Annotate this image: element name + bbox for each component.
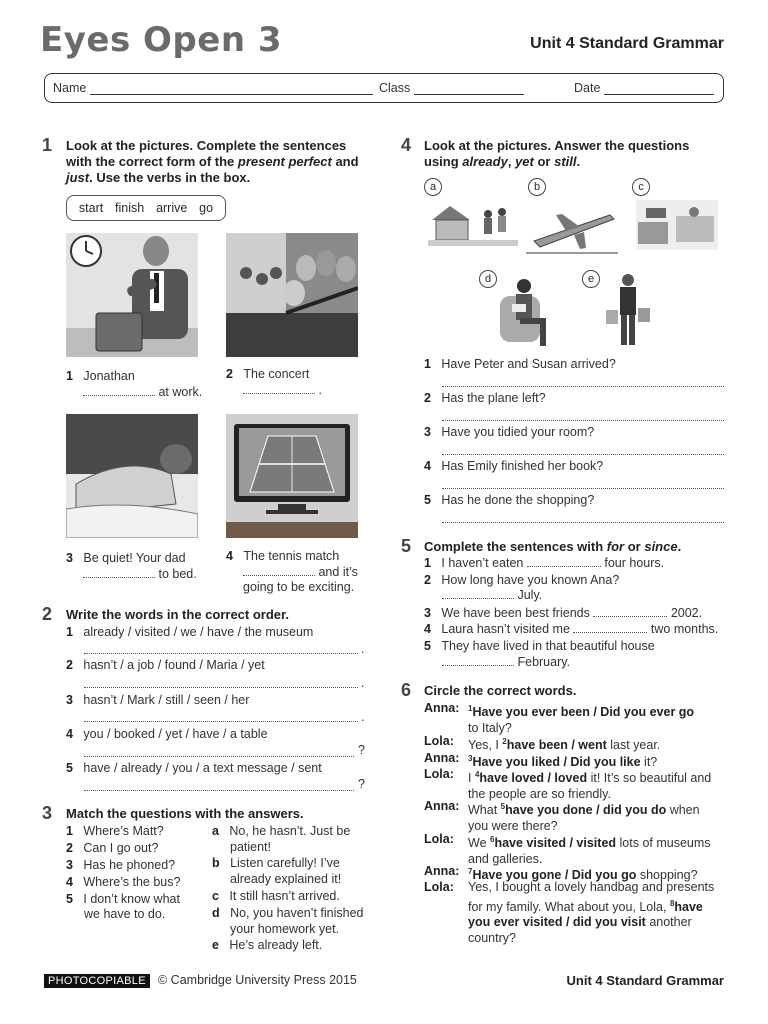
picture-house-arrival: [428, 200, 518, 252]
answer-line[interactable]: [442, 488, 724, 489]
ex3-number: 3: [42, 803, 53, 823]
ex1-item-4: 4 The tennis match and it’s going to be exciting.: [226, 549, 358, 594]
answer-blank[interactable]: [573, 622, 647, 633]
picture-messy-room: [636, 200, 718, 250]
picture-label-d: d: [479, 270, 497, 288]
picture-man-shopping: [602, 272, 652, 352]
choice-5[interactable]: have you done / did you do: [505, 803, 667, 818]
ex4-item-2: 2 Has the plane left?: [424, 391, 546, 405]
name-label: Name: [53, 81, 87, 95]
choice-3[interactable]: Have you liked / Did you like: [472, 755, 641, 770]
copyright: © Cambridge University Press 2015: [158, 973, 357, 987]
choice-4[interactable]: have loved / loved: [479, 771, 588, 786]
dialogue-line-5: What $^5$have you done / did you do when you were there?: [468, 802, 700, 833]
speaker-label: Lola:: [424, 880, 454, 894]
tennis-tv-illustration: [226, 414, 358, 538]
ex2-item-4-end: ?: [358, 743, 365, 757]
answer-blank[interactable]: [83, 567, 155, 578]
verb-word: go: [199, 201, 214, 215]
ex1-item-2: 2 The concert .: [226, 367, 322, 397]
ex1-item-1: 1 Jonathan at work.: [66, 369, 203, 399]
ex5-item-5: 5 They have lived in that beautiful house: [424, 639, 655, 653]
ex3-question-1: 1 Where’s Matt?: [66, 824, 164, 838]
class-label: Class: [379, 81, 411, 95]
speaker-label: Lola:: [424, 832, 454, 846]
ex3-answer-b: b Listen carefully! I’ve: [212, 856, 340, 870]
shopping-illustration: [602, 272, 652, 352]
ex1-item-3: 3 Be quiet! Your dad to bed.: [66, 551, 197, 581]
dialogue-line-2: Yes, I $^2$have been / went last year.: [468, 737, 661, 753]
ex2-item-5-end: ?: [358, 777, 365, 791]
ex3-answer-d: d No, you haven’t finished: [212, 906, 364, 920]
answer-blank[interactable]: [442, 655, 514, 666]
ex5-instruction: Complete the sentences with for or since.: [424, 539, 682, 554]
verb-word: start: [78, 201, 104, 215]
choice-8[interactable]: have: [674, 899, 703, 914]
ex2-item-4: 4 you / booked / yet / have / a table: [66, 727, 268, 741]
answer-line[interactable]: [442, 386, 724, 387]
ex3-question-2: 2 Can I go out?: [66, 841, 159, 855]
class-field[interactable]: [379, 81, 524, 95]
bedroom-illustration: [66, 414, 198, 538]
dialogue-line-3: $^3$Have you liked / Did you like it?: [468, 754, 658, 770]
choice-1[interactable]: Have you ever been / Did you ever go: [472, 705, 695, 720]
ex3-answer-a-cont: patient!: [230, 840, 272, 854]
verb-word: finish: [115, 201, 145, 215]
ex5-item-1: 1 I haven’t eaten four hours.: [424, 556, 665, 570]
verb-word: arrive: [156, 201, 188, 215]
dialogue-line-6: We $^6$have visited / visited lots of museums and galleries.: [468, 835, 711, 866]
plane-illustration: [526, 205, 618, 255]
date-label: Date: [574, 81, 601, 95]
brand-title: Eyes Open 3: [40, 20, 283, 60]
answer-line[interactable]: [84, 687, 358, 688]
unit-title: Unit 4 Standard Grammar: [530, 35, 724, 52]
dialogue-line-4: I $^4$have loved / loved it! It’s so beautiful and the people are so friendly.: [468, 770, 712, 801]
ex3-question-5-cont: we have to do.: [84, 907, 166, 921]
answer-blank[interactable]: [442, 588, 514, 599]
ex4-item-5: 5 Has he done the shopping?: [424, 493, 595, 507]
choice-2[interactable]: have been / went: [506, 738, 607, 753]
answer-line[interactable]: [84, 721, 358, 722]
answer-blank[interactable]: [243, 383, 315, 394]
speaker-label: Anna:: [424, 701, 460, 715]
ex2-item-3-end: .: [361, 710, 365, 724]
picture-label-a: a: [424, 178, 442, 196]
dialogue-line-7: $^7$Have you gone / Did you go shopping?: [468, 867, 698, 883]
picture-woman-reading: [496, 274, 556, 348]
reading-illustration: [496, 274, 556, 348]
dialogue-line-8: Yes, I bought a lovely handbag and presents for my family. What about you, Lola, $^8$have you ever visited / did you visit another country?: [468, 880, 715, 945]
ex1-instruction: Look at the pictures. Complete the sentences with the correct form of the present perfect and just. Use the verbs in the box.: [66, 138, 359, 185]
ex4-item-4: 4 Has Emily finished her book?: [424, 459, 604, 473]
picture-dad-in-bed: [66, 414, 198, 538]
speaker-label: Lola:: [424, 767, 454, 781]
choice-6[interactable]: have visited / visited: [494, 836, 617, 851]
ex3-question-3: 3 Has he phoned?: [66, 858, 176, 872]
ex6-instruction: Circle the correct words.: [424, 683, 577, 698]
dialogue-line-1: $^1$Have you ever been / Did you ever go to Italy?: [468, 704, 695, 735]
ex5-item-3: 3 We have been best friends 2002.: [424, 606, 703, 620]
answer-line[interactable]: [442, 522, 724, 523]
ex5-number: 5: [401, 536, 412, 556]
answer-line[interactable]: [84, 790, 354, 791]
class-line: [414, 83, 524, 95]
speaker-label: Lola:: [424, 734, 454, 748]
speaker-label: Anna:: [424, 864, 460, 878]
ex4-number: 4: [401, 135, 412, 155]
answer-blank[interactable]: [593, 606, 667, 617]
answer-blank[interactable]: [83, 385, 155, 396]
choice-8-cont[interactable]: you ever visited / did you visit: [468, 915, 646, 930]
ex3-question-4: 4 Where’s the bus?: [66, 875, 181, 889]
ex3-instruction: Match the questions with the answers.: [66, 806, 304, 821]
ex2-item-1: 1 already / visited / we / have / the museum: [66, 625, 314, 639]
ex3-answer-b-cont: already explained it!: [230, 872, 342, 886]
ex3-answer-a: a No, he hasn’t. Just be: [212, 824, 351, 838]
ex2-item-2: 2 hasn’t / a job / found / Maria / yet: [66, 658, 265, 672]
room-illustration: [636, 200, 718, 250]
ex3-answer-c: c It still hasn’t arrived.: [212, 889, 340, 903]
picture-jonathan-at-work: [66, 233, 198, 357]
verb-box: [66, 195, 226, 221]
date-field[interactable]: [574, 81, 714, 95]
ex5-item-2-cont: July.: [442, 588, 542, 604]
ex2-instruction: Write the words in the correct order.: [66, 607, 289, 622]
concert-illustration: [226, 233, 358, 357]
answer-line[interactable]: [442, 420, 724, 421]
ex5-item-4: 4 Laura hasn’t visited me two months.: [424, 622, 719, 636]
name-field[interactable]: [53, 81, 373, 95]
ex3-answer-d-cont: your homework yet.: [230, 922, 340, 936]
house-illustration: [428, 200, 518, 252]
answer-line[interactable]: [84, 653, 358, 654]
ex2-item-2-end: .: [361, 676, 365, 690]
ex2-item-3: 3 hasn’t / Mark / still / seen / her: [66, 693, 250, 707]
choice-7[interactable]: Have you gone / Did you go: [472, 868, 637, 883]
photocopiable-badge: PHOTOCOPIABLE: [44, 974, 150, 988]
ex2-item-1-end: .: [361, 642, 365, 656]
name-line: [90, 83, 373, 95]
ex4-instruction: Look at the pictures. Answer the questions using already, yet or still.: [424, 138, 690, 169]
office-illustration: [66, 233, 198, 357]
answer-blank[interactable]: [527, 556, 601, 567]
picture-plane: [526, 205, 618, 255]
picture-label-b: b: [528, 178, 546, 196]
picture-concert: [226, 233, 358, 357]
student-info-bar: [44, 73, 724, 103]
picture-label-e: e: [582, 270, 600, 288]
speaker-label: Anna:: [424, 799, 460, 813]
picture-tennis-tv: [226, 414, 358, 538]
footer-unit-title: Unit 4 Standard Grammar: [566, 973, 724, 988]
ex2-item-5: 5 have / already / you / a text message / sent: [66, 761, 322, 775]
ex3-question-5: 5 I don’t know what: [66, 892, 180, 906]
answer-line[interactable]: [84, 756, 354, 757]
ex5-item-5-cont: February.: [442, 655, 570, 671]
ex5-item-2: 2 How long have you known Ana?: [424, 573, 620, 587]
answer-blank[interactable]: [243, 565, 315, 576]
ex4-item-3: 3 Have you tidied your room?: [424, 425, 595, 439]
date-line: [604, 83, 714, 95]
picture-label-c: c: [632, 178, 650, 196]
speaker-label: Anna:: [424, 751, 460, 765]
answer-line[interactable]: [442, 454, 724, 455]
ex3-answer-e: e He’s already left.: [212, 938, 323, 952]
ex4-item-1: 1 Have Peter and Susan arrived?: [424, 357, 616, 371]
ex6-number: 6: [401, 680, 412, 700]
ex2-number: 2: [42, 604, 53, 624]
ex1-number: 1: [42, 135, 53, 155]
